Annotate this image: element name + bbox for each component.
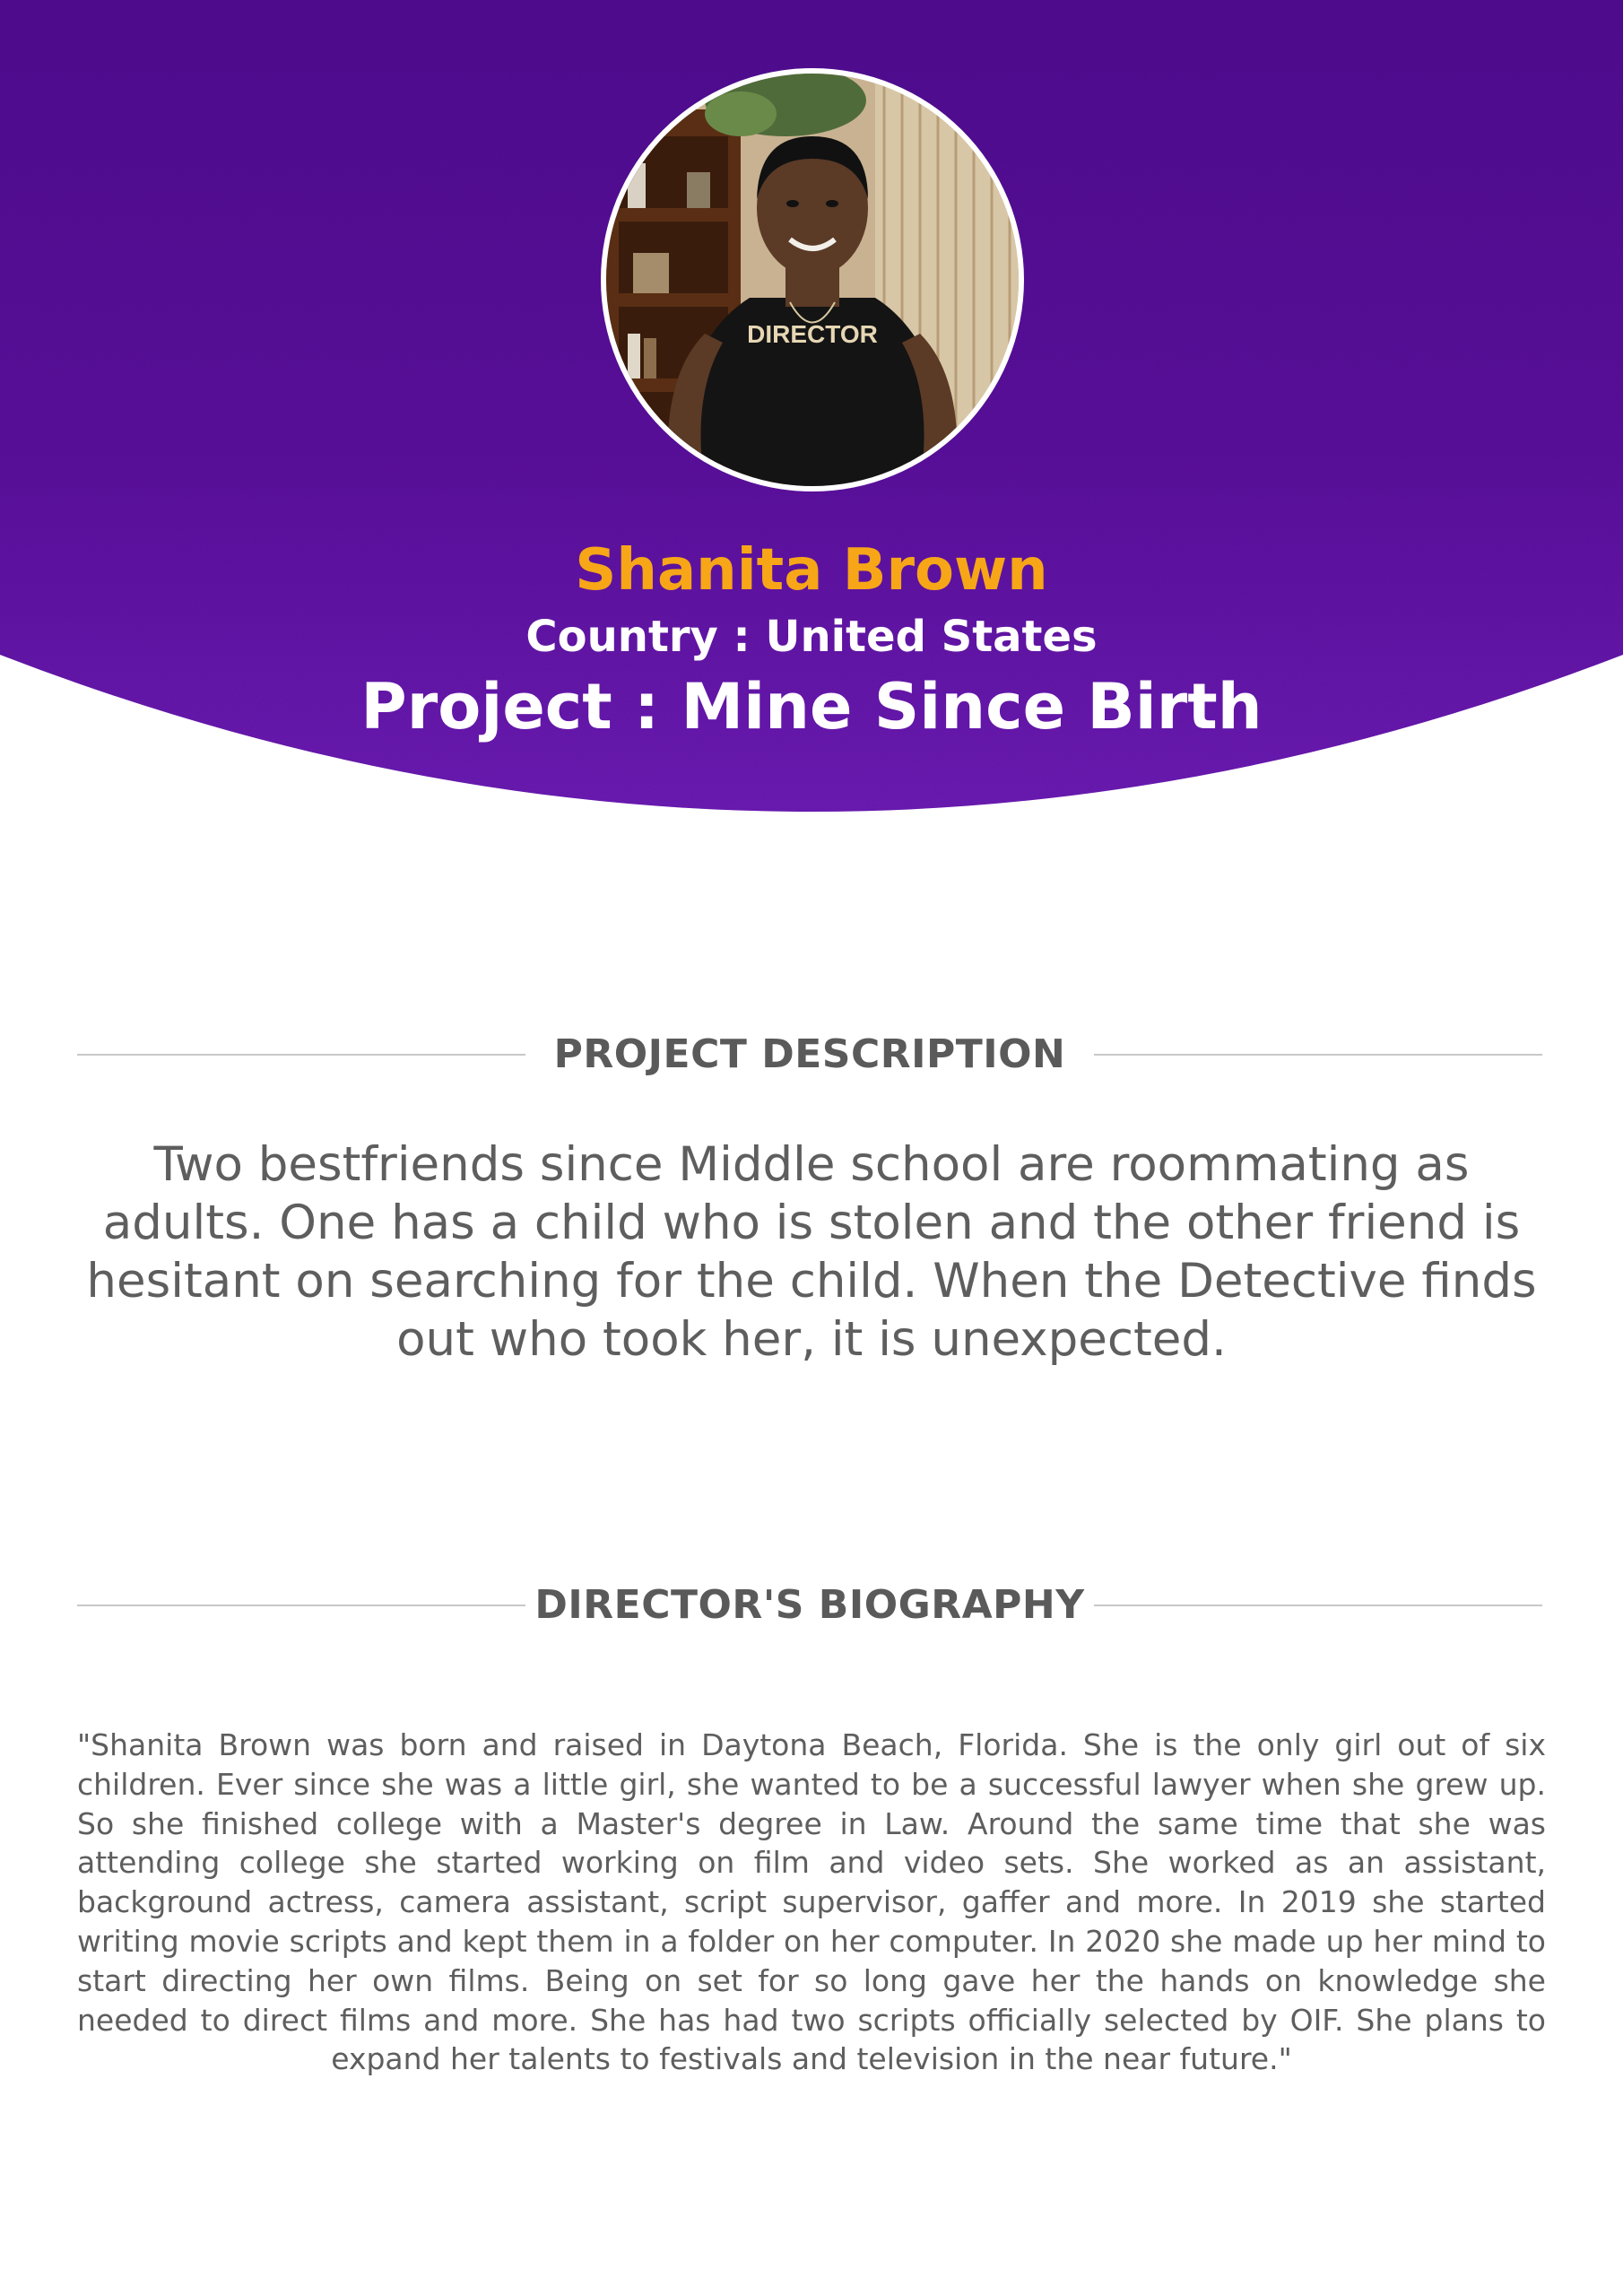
header-banner [0,0,1623,812]
country-line: Country : United States [525,612,1098,662]
divider-line-right [1094,1054,1542,1056]
section-title: DIRECTOR'S BIOGRAPHY [534,1582,1085,1628]
section-title: PROJECT DESCRIPTION [553,1031,1066,1077]
profile-photo [606,74,1019,486]
profile-photo-frame [601,68,1024,491]
divider-line-right [1094,1605,1542,1606]
project-title: Project : Mine Since Birth [360,670,1263,744]
project-description-heading [77,1026,1542,1083]
divider-line-left [77,1605,525,1606]
divider-line-left [77,1054,525,1056]
project-description-text: Two bestfriends since Middle school are roommating as adults. One has a child who is stolen and the other friend is hesitant on searching for the child. When the Detective finds out who took her, it is unexpected. [86,1137,1537,1367]
biography-text: "Shanita Brown was born and raised in Daytona Beach, Florida. She is the only girl out of six children. Ever since she was a little girl, she wanted to be a successful lawyer when she grew up. So she finished college with a Master's degree in Law. Around the same time that she was attending college she started working on film and video sets. She worked as an assistant, background actress, camera assistant, script supervisor, gaffer and more. In 2019 she started writing movie scripts and kept them in a folder on her computer. In 2020 she made up her mind to start directing her own films. Being on set for so long gave her the hands on knowledge she needed to direct films and more. She has had two scripts officially selected by OIF. She plans to expand her talents to festivals and television in the near future." [77,1727,1546,2077]
shirt-director-text: DIRECTOR [747,320,878,348]
director-name: Shanita Brown [575,537,1048,604]
biography-heading [77,1577,1542,1634]
